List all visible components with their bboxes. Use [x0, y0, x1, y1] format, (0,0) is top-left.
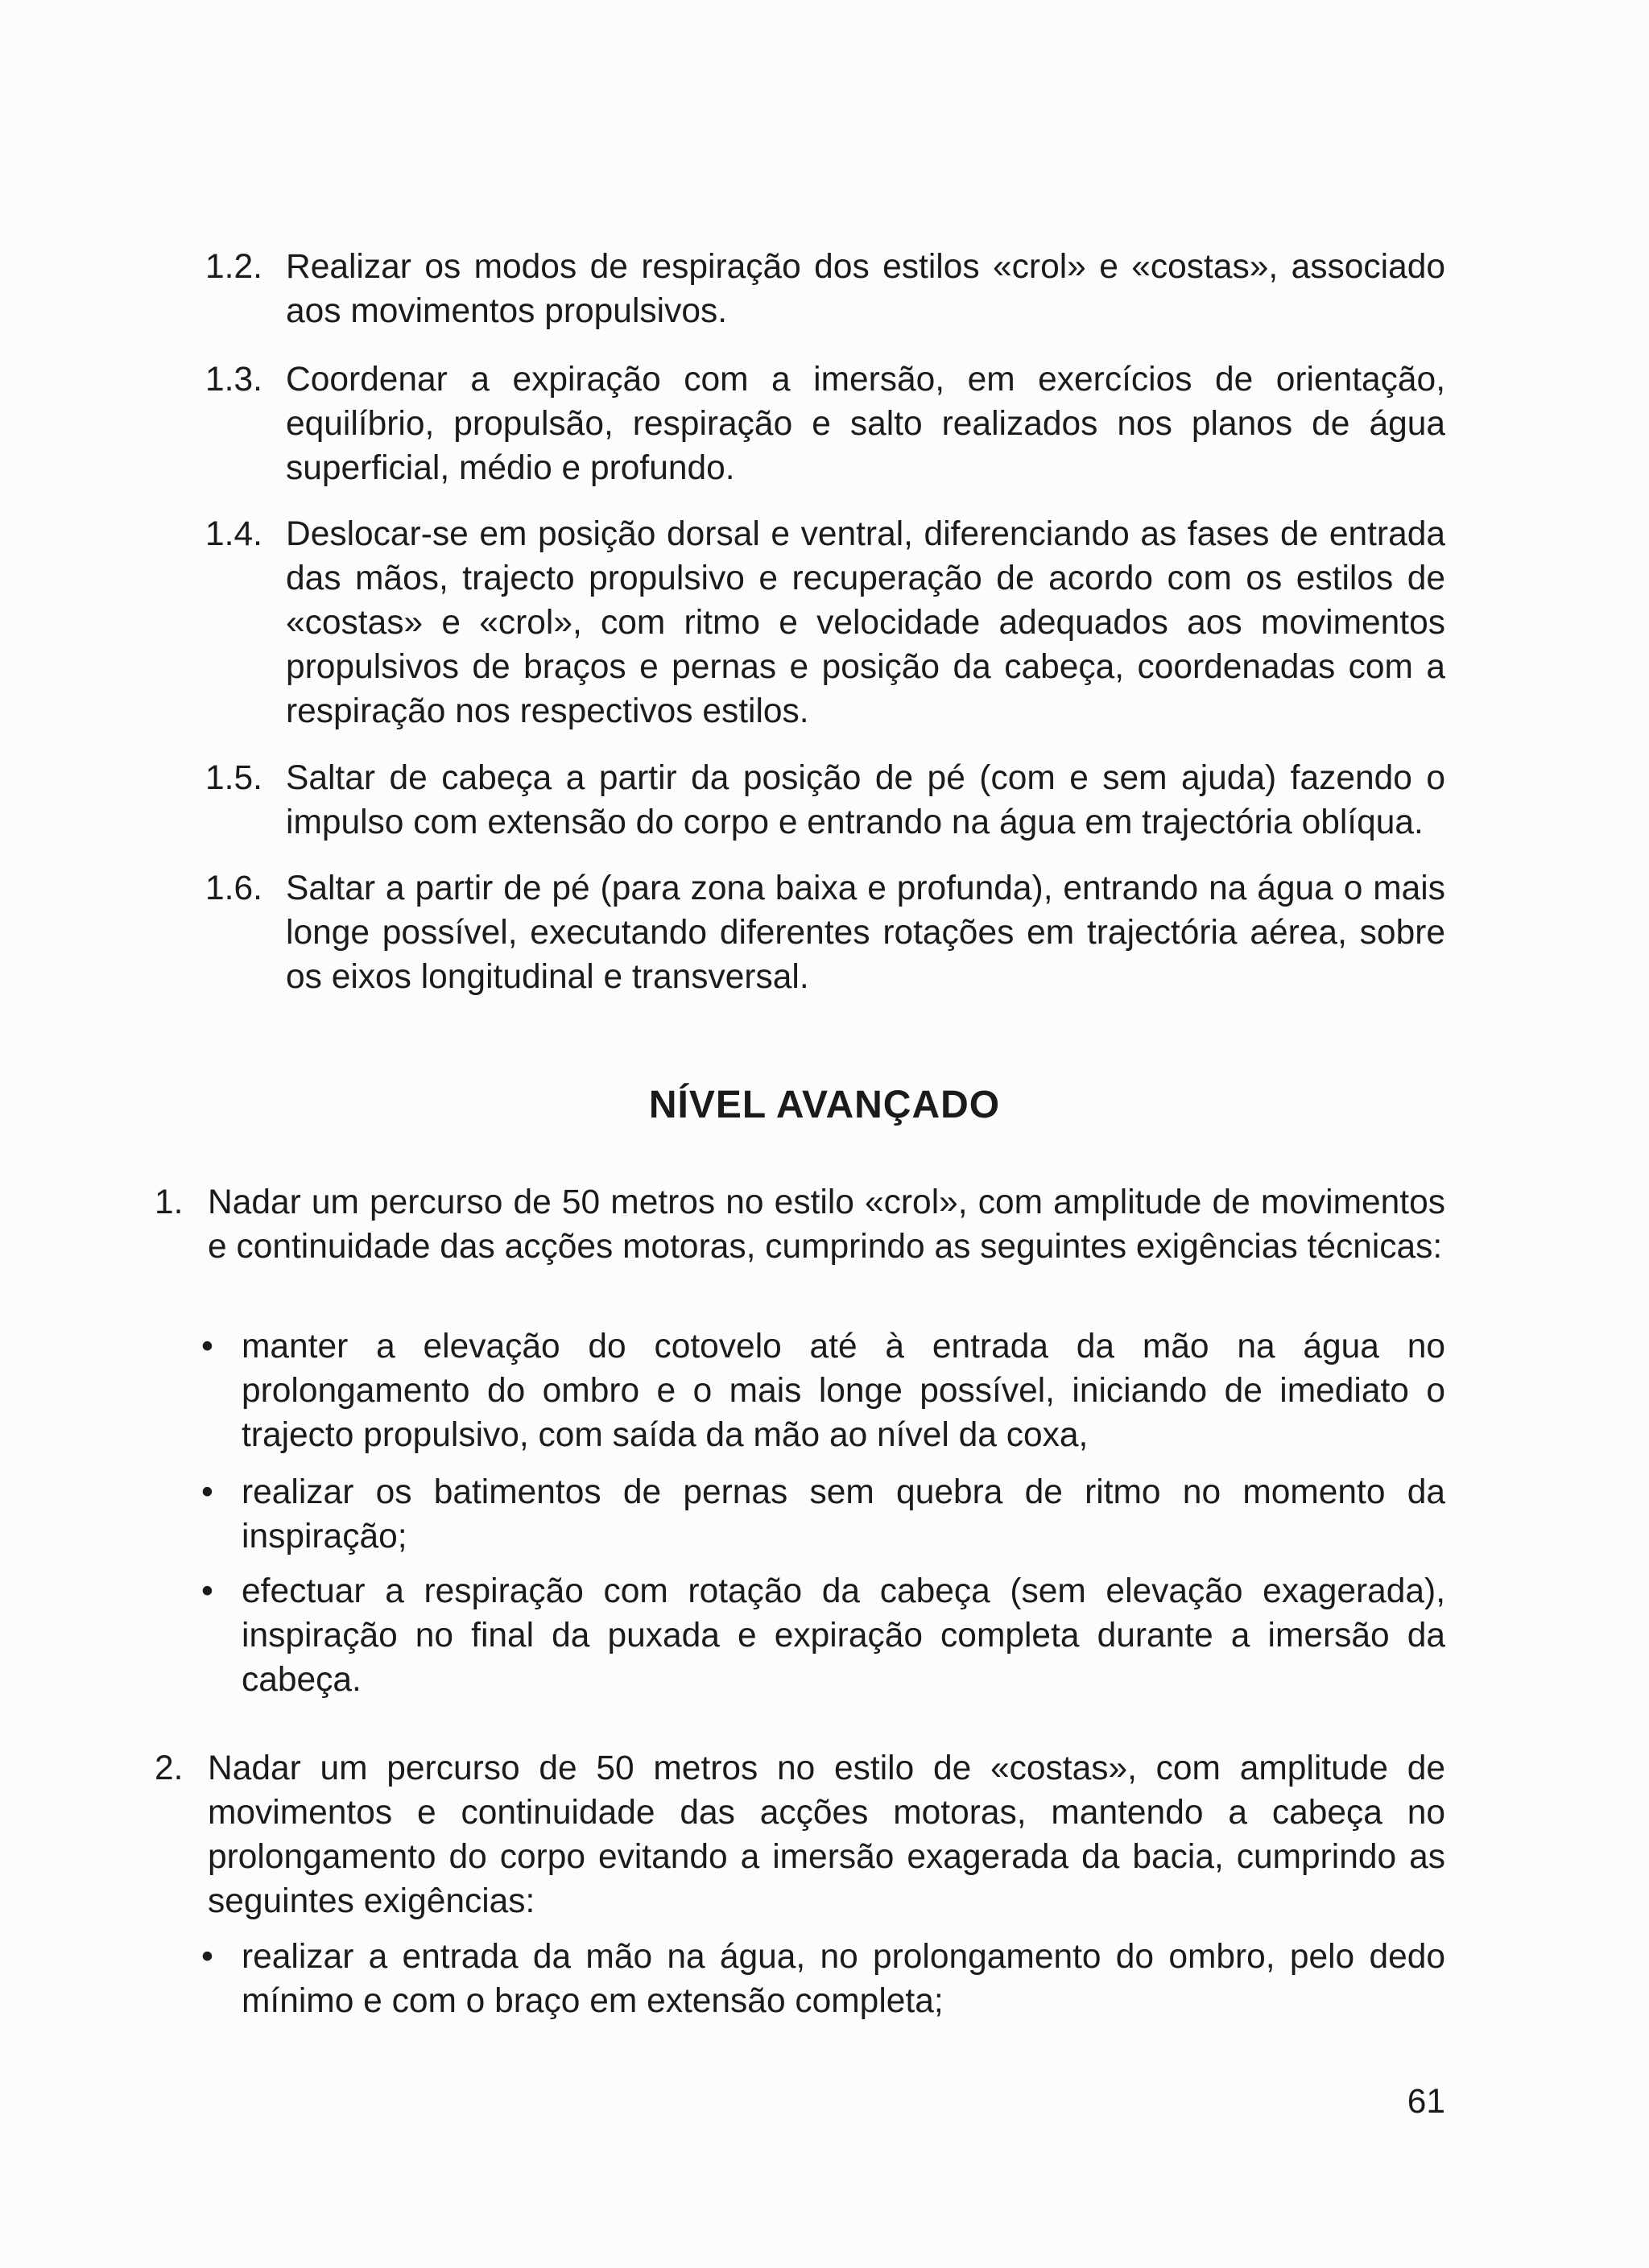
sub-item-number: 1.6. [205, 870, 262, 907]
bullet-icon: • [201, 1572, 213, 1610]
sub-item-text: Coordenar a expiração com a imersão, em exercícios de orientação, equilíbrio, propulsão, respiração e salto realizados nos planos de água superficial, médio e profundo. [286, 361, 1445, 487]
main-item-text: Nadar um percurso de 50 metros no estilo «crol», com amplitude de movimentos e continuidade das acções motoras, cumprindo as seguintes exigências técnicas: [208, 1184, 1445, 1266]
sub-item-text: Saltar a partir de pé (para zona baixa e profunda), entrando na água o mais longe possível, executando diferentes rotações em trajectória aérea, sobre os eixos longitudinal e transversal. [286, 870, 1445, 996]
bullet-text: manter a elevação do cotovelo até à entrada da mão na água no prolongamento do ombro e o mais longe possível, iniciando de imediato o trajecto propulsivo, com saída da mão ao nível da coxa, [242, 1328, 1445, 1454]
bullet-icon: • [201, 1938, 213, 1976]
bullet-icon: • [201, 1328, 213, 1365]
sub-item-number: 1.4. [205, 515, 262, 553]
sub-item-text: Realizar os modos de respiração dos estilos «crol» e «costas», associado aos movimentos propulsivos. [286, 248, 1445, 330]
main-item-number: 2. [155, 1750, 184, 1787]
page-number: 61 [1407, 2083, 1445, 2121]
sub-item-text: Deslocar-se em posição dorsal e ventral, diferenciando as fases de entrada das mãos, trajecto propulsivo e recuperação de acordo com os estilos de «costas» e «crol», com ritmo e velocidade adequados aos movimentos propulsivos de braços e pernas e posição da cabeça, coordenadas com a respiração nos respectivos estilos. [286, 515, 1445, 730]
sub-item-text: Saltar de cabeça a partir da posição de pé (com e sem ajuda) fazendo o impulso com extensão do corpo e entrando na água em trajectória oblíqua. [286, 759, 1445, 841]
bullet-icon: • [201, 1473, 213, 1511]
main-item-number: 1. [155, 1184, 184, 1221]
main-item-text: Nadar um percurso de 50 metros no estilo de «costas», com amplitude de movimentos e continuidade das acções motoras, mantendo a cabeça no prolongamento do corpo evitando a imersão exagerada da bacia, cumprindo as seguintes exigências: [208, 1750, 1445, 1920]
bullet-text: realizar os batimentos de pernas sem quebra de ritmo no momento da inspiração; [242, 1473, 1445, 1555]
bullet-text: efectuar a respiração com rotação da cabeça (sem elevação exagerada), inspiração no final da puxada e expiração completa durante a imersão da cabeça. [242, 1572, 1445, 1699]
section-heading: NÍVEL AVANÇADO [648, 1084, 1001, 1126]
bullet-text: realizar a entrada da mão na água, no prolongamento do ombro, pelo dedo mínimo e com o braço em extensão completa; [242, 1938, 1445, 2020]
sub-item-number: 1.5. [205, 759, 262, 797]
sub-item-number: 1.2. [205, 248, 262, 286]
sub-item-number: 1.3. [205, 361, 262, 399]
